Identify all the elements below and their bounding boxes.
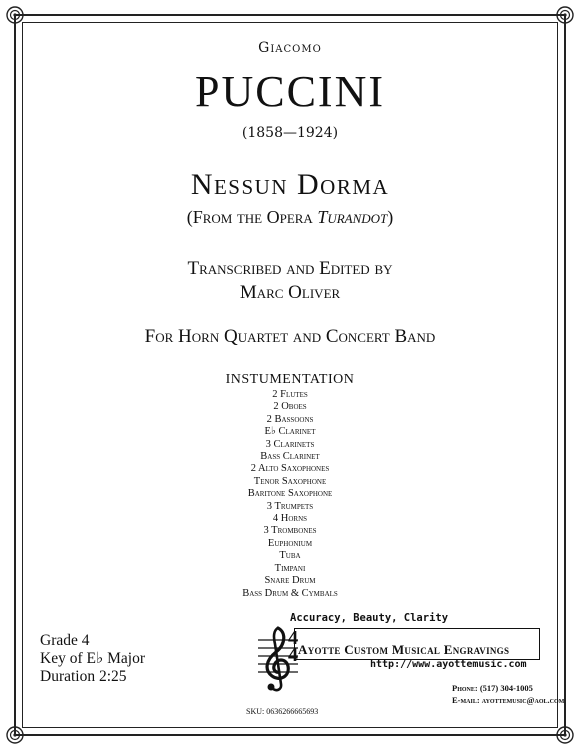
subtitle-prefix: (From the Opera — [186, 207, 318, 227]
time-sig-bottom: 4 — [288, 644, 298, 666]
corner-ornament-icon — [5, 5, 25, 25]
composer-dates: (1858—1924) — [241, 125, 339, 141]
instrumentation-list — [0, 389, 580, 600]
corner-ornament-icon — [555, 725, 575, 745]
list-item: Timpani — [274, 562, 306, 574]
list-item: Bass Clarinet — [260, 451, 320, 463]
corner-ornament-icon — [5, 725, 25, 745]
list-item: 3 Trombones — [263, 525, 317, 537]
instrumentation-heading: INSTUMENTATION — [225, 372, 355, 387]
corner-ornament-icon — [555, 5, 575, 25]
list-item: 2 Oboes — [273, 401, 307, 413]
list-item: Tenor Saxophone — [253, 475, 327, 487]
time-sig-top: 4 — [288, 627, 298, 649]
list-item: 2 Bassoons — [266, 413, 314, 425]
list-item: Bass Drum & Cymbals — [242, 587, 338, 599]
credit-line-2: Marc Oliver — [239, 282, 341, 303]
list-item: 3 Clarinets — [265, 438, 315, 450]
sku-label: SKU: 0636266665693 — [246, 707, 319, 716]
publisher-name: Ayotte Custom Musical Engravings — [298, 642, 510, 657]
subtitle-suffix: ) — [387, 207, 394, 227]
publisher-phone: Phone: (517) 304-1005 — [452, 683, 533, 693]
composer-first-name: Giacomo — [258, 40, 322, 56]
list-item: 2 Alto Saxophones — [250, 463, 330, 475]
credit-line-1: Transcribed and Edited by — [187, 258, 393, 279]
list-item: 2 Flutes — [272, 389, 308, 400]
list-item: 3 Trumpets — [266, 500, 314, 512]
composer-last-name: PUCCINI — [194, 67, 386, 116]
list-item: Euphonium — [267, 537, 313, 549]
list-item: E♭ Clarinet — [264, 426, 316, 438]
grade-label: Grade 4 — [40, 632, 90, 649]
list-item: Baritone Saxophone — [247, 488, 333, 500]
ensemble-line: For Horn Quartet and Concert Band — [144, 326, 436, 347]
work-subtitle — [0, 207, 580, 228]
list-item: Snare Drum — [264, 575, 316, 587]
list-item: 4 Horns — [272, 513, 308, 525]
key-label: Key of E♭ Major — [40, 650, 146, 667]
subtitle-opera: Turandot — [317, 207, 388, 227]
piece-meta — [40, 632, 145, 686]
list-item: Tuba — [279, 550, 301, 562]
publisher-email[interactable]: E-mail: ayottemusic@aol.com — [452, 695, 565, 705]
publisher-website-link[interactable]: http://www.ayottemusic.com — [370, 659, 527, 670]
work-title: Nessun Dorma — [190, 168, 390, 201]
publisher-tagline: Accuracy, Beauty, Clarity — [290, 612, 449, 624]
duration-label: Duration 2:25 — [40, 668, 127, 685]
